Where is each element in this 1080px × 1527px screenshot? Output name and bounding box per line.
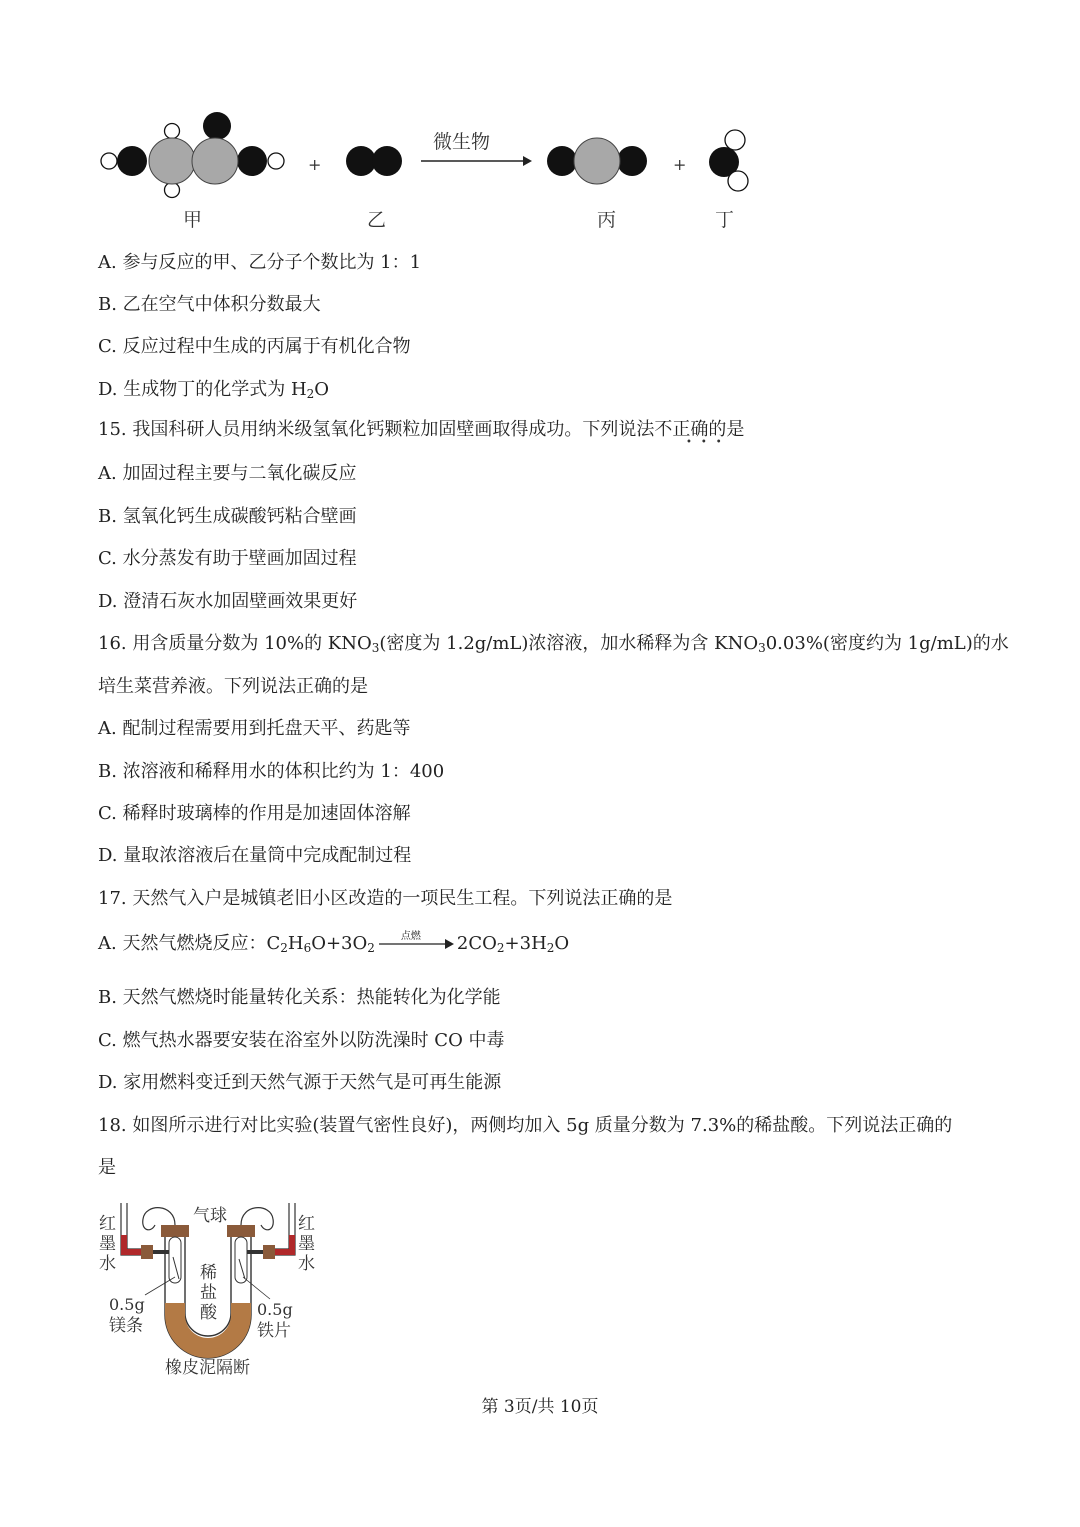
acid-label-1: 稀 xyxy=(200,1263,217,1283)
molecule-bing xyxy=(547,138,647,184)
right-metal-name: 铁片 xyxy=(257,1321,291,1341)
q16-stem-part1: 16. 用含质量分数为 10%的 KNO xyxy=(98,633,372,654)
q16-stem-part2: (密度为 1.2g/mL)浓溶液，加水稀释为含 KNO xyxy=(379,633,759,654)
left-metal-name: 镁条 xyxy=(109,1316,143,1336)
q16-sub2: 3 xyxy=(758,641,766,655)
q17-option-a xyxy=(98,932,569,956)
right-ink-label-3: 水 xyxy=(298,1254,315,1274)
q14-option-a: A. 参与反应的甲、乙分子个数比为 1：1 xyxy=(98,252,422,273)
right-ink-label-1: 红 xyxy=(298,1214,315,1234)
acid-label-3: 酸 xyxy=(200,1303,217,1323)
label-bing: 丙 xyxy=(597,209,617,231)
left-ink-label-3: 水 xyxy=(99,1254,116,1274)
q14-option-d xyxy=(98,378,329,402)
plus-1: + xyxy=(308,155,322,174)
right-manometer xyxy=(273,1203,295,1255)
bottom-label: 橡皮泥隔断 xyxy=(165,1358,250,1378)
right-clamp xyxy=(263,1245,275,1259)
q14-d-text: D. 生成物丁的化学式为 H xyxy=(98,379,307,400)
page-footer: 第 3页/共 10页 xyxy=(481,1397,599,1417)
left-metal-mass: 0.5g xyxy=(109,1295,145,1314)
q16-option-b: B. 浓溶液和稀释用水的体积比约为 1：400 xyxy=(98,761,445,782)
q17-a-prefix: A. 天然气燃烧反应： xyxy=(98,933,267,954)
left-manometer xyxy=(121,1203,143,1255)
q16-stem-part3: 0.03%(密度约为 1g/mL)的水 xyxy=(765,633,1009,654)
acid-label-2: 盐 xyxy=(200,1283,217,1303)
equation-left: $C_2H_6O+3O_2$ xyxy=(266,933,375,955)
arrow-icon xyxy=(377,934,455,954)
q17-stem: 17. 天然气入户是城镇老旧小区改造的一项民生工程。下列说法正确的是 xyxy=(98,888,673,909)
label-ding: 丁 xyxy=(715,209,735,231)
q15-option-b: B. 氢氧化钙生成碳酸钙粘合壁画 xyxy=(98,506,357,527)
right-test-tube xyxy=(235,1237,247,1283)
balloon-label: 气球 xyxy=(193,1206,227,1226)
apparatus-diagram xyxy=(95,1195,335,1385)
equation-right: $2CO_2+3H_2O$ xyxy=(456,933,570,955)
q16-option-a: A. 配制过程需要用到托盘天平、药匙等 xyxy=(98,718,411,739)
molecule-jia xyxy=(101,112,284,198)
q18-stem-line1: 18. 如图所示进行对比实验(装置气密性良好)，两侧均加入 5g 质量分数为 7.3%的稀盐酸。下列说法正确的 xyxy=(98,1115,953,1136)
plus-2: + xyxy=(673,155,687,174)
label-yi: 乙 xyxy=(367,209,387,231)
q16-stem-line1 xyxy=(98,632,1009,656)
q16-sub1: 3 xyxy=(371,641,380,655)
q17-option-c: C. 燃气热水器要安装在浴室外以防洗澡时 CO 中毒 xyxy=(98,1030,505,1051)
left-ink-label-1: 红 xyxy=(99,1214,116,1234)
right-ink-label-2: 墨 xyxy=(298,1234,315,1254)
q14-option-c: C. 反应过程中生成的丙属于有机化合物 xyxy=(98,336,411,357)
left-ink-label-2: 墨 xyxy=(99,1234,116,1254)
q15-option-d: D. 澄清石灰水加固壁画效果更好 xyxy=(98,591,358,612)
left-stopper xyxy=(161,1225,189,1237)
catalyst-label: 微生物 xyxy=(433,131,491,153)
q15-option-a: A. 加固过程主要与二氧化碳反应 xyxy=(98,463,357,484)
q16-stem-line2: 培生菜营养液。下列说法正确的是 xyxy=(98,676,368,697)
label-jia: 甲 xyxy=(183,209,203,231)
q15-option-c: C. 水分蒸发有助于壁画加固过程 xyxy=(98,548,357,569)
equation-arrow xyxy=(377,931,455,954)
q17-option-d: D. 家用燃料变迁到天然气源于天然气是可再生能源 xyxy=(98,1072,502,1093)
molecule-ding xyxy=(709,130,748,191)
left-clamp xyxy=(141,1245,153,1259)
q17-option-b: B. 天然气燃烧时能量转化关系：热能转化为化学能 xyxy=(98,987,501,1008)
right-stopper xyxy=(227,1225,255,1237)
q15-stem: 15. 我国科研人员用纳米级氢氧化钙颗粒加固壁画取得成功。下列说法不正确的是 xyxy=(98,419,745,440)
left-test-tube xyxy=(169,1237,181,1283)
q14-d-suffix: O xyxy=(314,379,330,400)
right-metal-mass: 0.5g xyxy=(257,1300,293,1319)
q14-option-b: B. 乙在空气中体积分数最大 xyxy=(98,294,321,315)
q18-stem-line2: 是 xyxy=(98,1157,116,1178)
molecule-yi xyxy=(346,146,402,176)
q16-option-d: D. 量取浓溶液后在量筒中完成配制过程 xyxy=(98,845,412,866)
ignition-label: 点燃 xyxy=(400,931,421,942)
reaction-arrow xyxy=(421,156,532,166)
reaction-diagram xyxy=(95,100,775,235)
q14-d-sub: 2 xyxy=(306,387,315,401)
emphasis-dots: ••• xyxy=(686,437,731,448)
q16-option-c: C. 稀释时玻璃棒的作用是加速固体溶解 xyxy=(98,803,411,824)
